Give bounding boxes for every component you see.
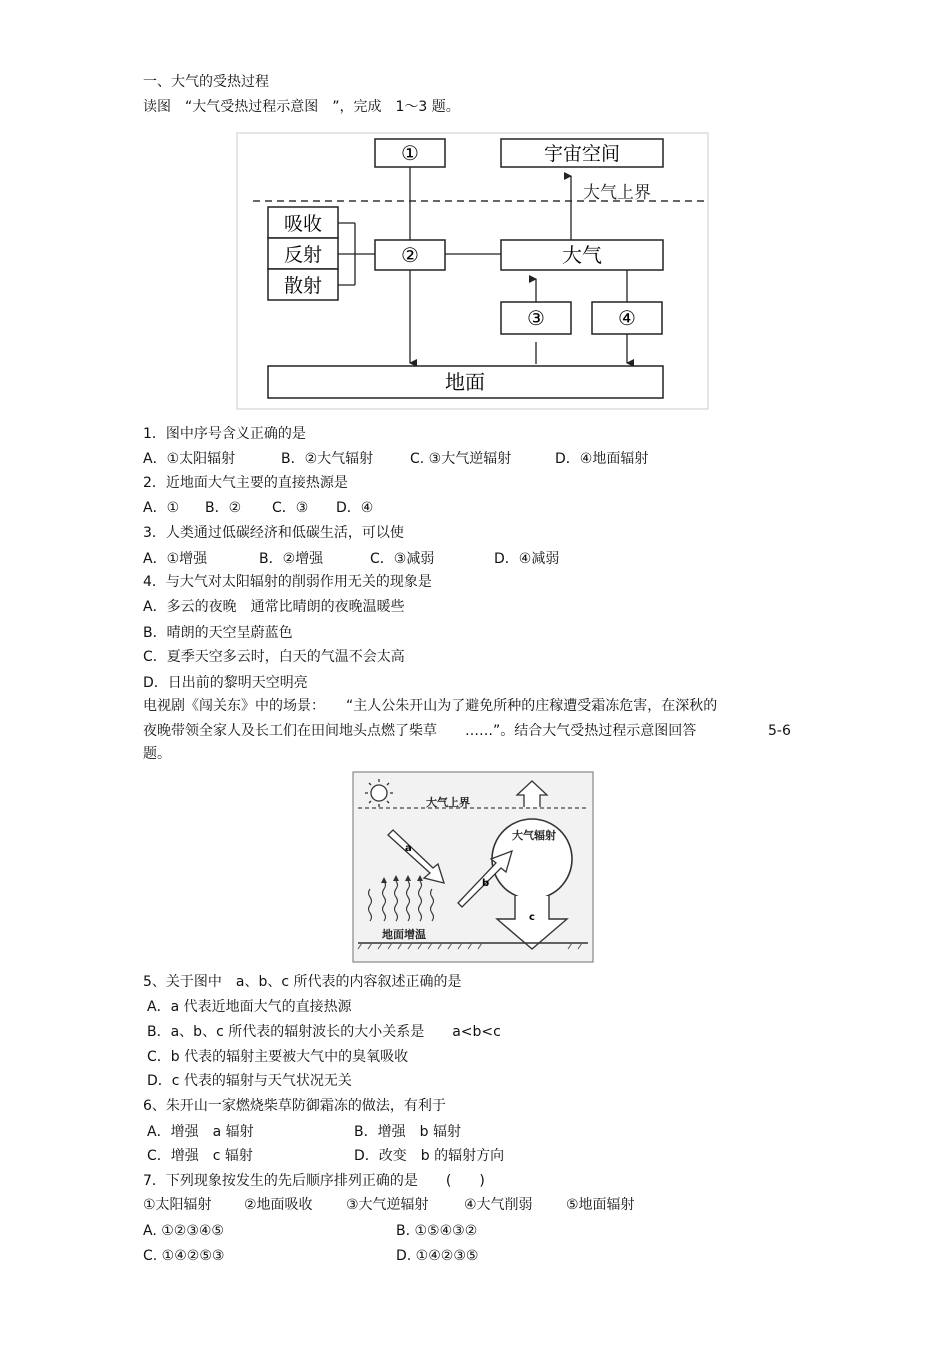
q6-stem: 6、朱开山一家燃烧柴草防御霜冻的做法，有利于 (143, 1098, 446, 1114)
label-c: c (529, 912, 535, 923)
q7-stem: 7．下列现象按发生的先后顺序排列正确的是 ( ) (143, 1173, 485, 1189)
q5-option-a: A．a 代表近地面大气的直接热源 (147, 999, 352, 1015)
heating-process-diagram (352, 771, 594, 963)
q2-option-d: D．④ (336, 500, 374, 516)
q3-option-d: D．④减弱 (494, 551, 560, 567)
section-title: 一、大气的受热过程 (143, 74, 269, 90)
ground-label: 地面 (445, 370, 485, 394)
q6-option-c: C．增强 c 辐射 (147, 1148, 253, 1164)
q3-stem: 3．人类通过低碳经济和低碳生活，可以使 (143, 525, 404, 541)
passage-range: 5-6 (768, 723, 791, 739)
q7-item-5: ⑤地面辐射 (566, 1197, 635, 1213)
q2-option-b: B．② (205, 500, 242, 516)
q6-option-b: B．增强 b 辐射 (354, 1124, 461, 1140)
box-3-label: ③ (527, 306, 545, 330)
q6-option-a: A．增强 a 辐射 (147, 1124, 254, 1140)
q7-item-2: ②地面吸收 (244, 1197, 313, 1213)
upper-boundary-label-2: 大气上界 (426, 796, 470, 809)
intro-text: 读图 “大气受热过程示意图 ”，完成 1～3 题。 (143, 99, 460, 115)
q7-option-a: A. ①②③④⑤ (143, 1223, 224, 1239)
passage-line-2: 夜晚带领全家人及长工们在田间地头点燃了柴草 ……”。结合大气受热过程示意图回答 (143, 723, 697, 739)
q7-item-3: ③大气逆辐射 (346, 1197, 429, 1213)
reflect-label: 反射 (283, 244, 323, 266)
q7-option-c: C. ①④②⑤③ (143, 1248, 225, 1264)
q3-option-b: B．②增强 (259, 551, 324, 567)
absorb-label: 吸收 (283, 213, 323, 235)
box-1-label: ① (401, 141, 419, 165)
q4-option-d: D．日出前的黎明天空明亮 (143, 675, 308, 691)
q5-option-b: B．a、b、c 所代表的辐射波长的大小关系是 a<b<c (147, 1024, 501, 1040)
q4-stem: 4．与大气对太阳辐射的削弱作用无关的现象是 (143, 574, 432, 590)
passage-line-1: 电视剧《闯关东》中的场景： “主人公朱开山为了避免所种的庄稼遭受霜冻危害，在深秋的 (143, 698, 718, 714)
q7-item-1: ①太阳辐射 (143, 1197, 212, 1213)
q4-option-c: C．夏季天空多云时，白天的气温不会太高 (143, 649, 405, 665)
q4-option-b: B．晴朗的天空呈蔚蓝色 (143, 625, 293, 641)
ground-warming-label: 地面增温 (382, 928, 426, 941)
q4-option-a: A．多云的夜晚 通常比晴朗的夜晚温暖些 (143, 599, 405, 615)
label-a: a (405, 843, 412, 854)
label-b: b (482, 878, 490, 889)
q2-option-c: C．③ (272, 500, 309, 516)
upper-boundary-label: 大气上界 (583, 183, 651, 203)
passage-line-3: 题。 (143, 746, 171, 762)
q1-stem: 1．图中序号含义正确的是 (143, 426, 306, 442)
atmo-radiation-label: 大气辐射 (512, 829, 556, 842)
q5-option-d: D．c 代表的辐射与天气状况无关 (147, 1073, 352, 1089)
q1-option-c: C. ③大气逆辐射 (410, 451, 512, 467)
q1-option-a: A．①太阳辐射 (143, 451, 236, 467)
box-2-label: ② (401, 243, 419, 267)
q1-option-d: D．④地面辐射 (555, 451, 649, 467)
q2-option-a: A．① (143, 500, 180, 516)
q5-option-c: C．b 代表的辐射主要被大气中的臭氧吸收 (147, 1049, 409, 1065)
q3-option-c: C．③减弱 (370, 551, 435, 567)
box-4-label: ④ (618, 306, 636, 330)
q6-option-d: D．改变 b 的辐射方向 (354, 1148, 505, 1164)
q2-stem: 2．近地面大气主要的直接热源是 (143, 475, 348, 491)
atmosphere-label: 大气 (562, 243, 602, 267)
q1-option-b: B．②大气辐射 (281, 451, 374, 467)
space-label: 宇宙空间 (543, 143, 621, 165)
q3-option-a: A．①增强 (143, 551, 208, 567)
atmosphere-heating-diagram (235, 131, 710, 411)
q7-option-d: D. ①④②③⑤ (396, 1248, 479, 1264)
scatter-label: 散射 (283, 275, 323, 297)
q5-stem: 5、关于图中 a、b、c 所代表的内容叙述正确的是 (143, 974, 462, 990)
q7-item-4: ④大气削弱 (464, 1197, 533, 1213)
q7-option-b: B. ①⑤④③② (396, 1223, 478, 1239)
